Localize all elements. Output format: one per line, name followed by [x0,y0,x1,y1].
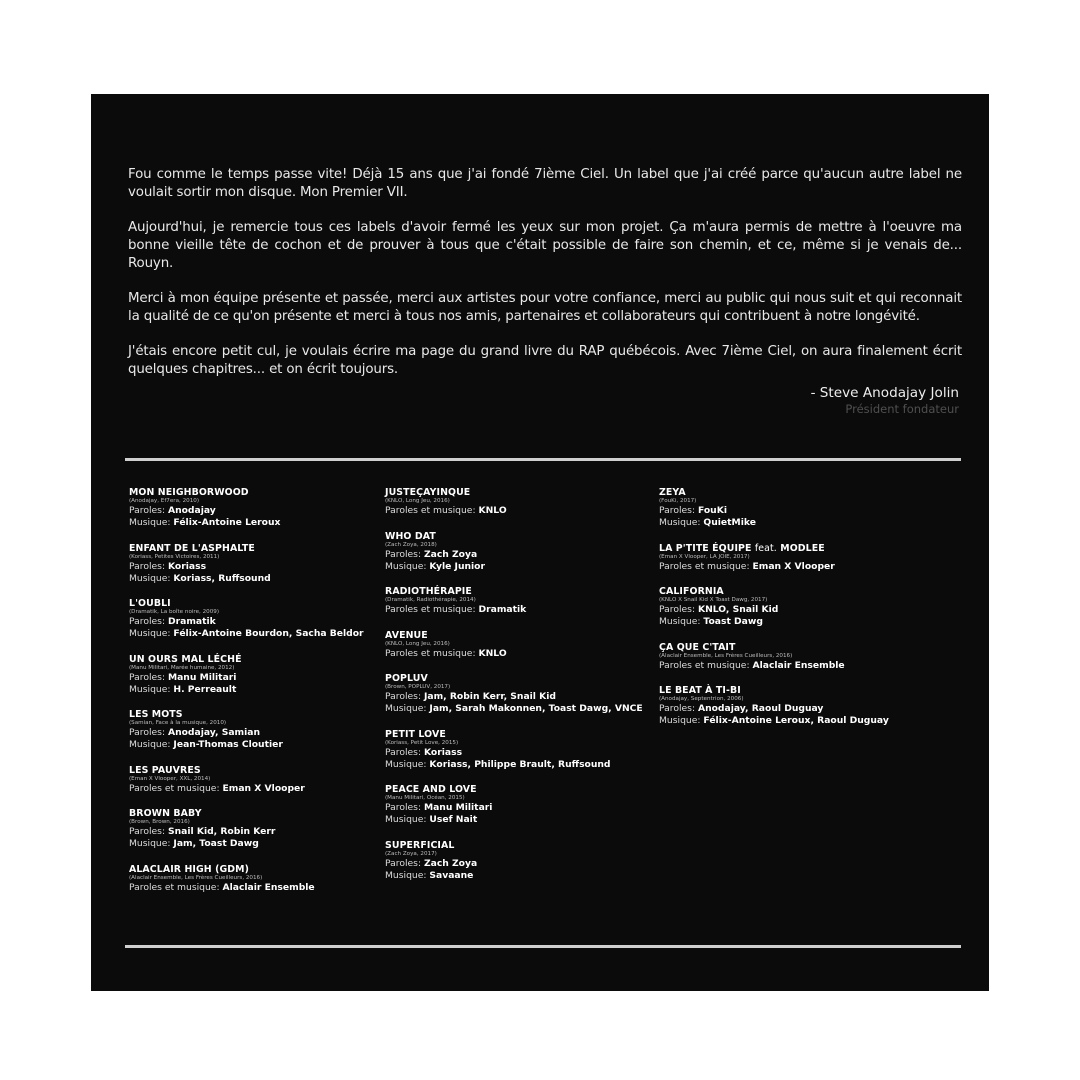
credit-label: Musique: [129,628,171,639]
track-title-text: UN OURS MAL LÉCHÉ [129,653,242,665]
track-title-text: PETIT LOVE [385,728,446,740]
credit-label: Musique: [659,517,701,528]
credit-value: Usef Nait [429,814,478,825]
signature-name: - Steve Anodajay Jolin [810,385,959,401]
track-credit [659,561,889,573]
credit-label: Paroles et musique: [129,782,220,794]
track-title [129,864,364,875]
track-title [385,729,643,740]
track-source: (Samian, Face à la musique, 2010) [129,720,227,726]
credit-label: Paroles et musique: [659,659,750,671]
track-entry [659,685,889,727]
credit-value: Félix-Antoine Bourdon, Sacha Beldor [173,628,364,639]
track-entry [659,487,889,529]
credit-value: Koriass [423,746,463,758]
credit-label: Musique: [659,616,701,627]
track-title [385,586,643,597]
credit-value: Kyle Junior [429,560,486,572]
track-credit [659,505,889,517]
tracklist-column-2 [385,487,643,895]
track-source: (Alaclair Ensemble, Les Frères Cueilleurs, 2016) [659,652,793,659]
credit-label: Musique: [129,739,171,750]
credit-value: Koriass, Ruffsound [173,572,271,584]
track-source: (Manu Militari, Marée humaine, 2012) [129,664,235,671]
track-title-text: RADIOTHÉRAPIE [385,586,472,597]
intro-paragraph: Fou comme le temps passe vite! Déjà 15 ans que j'ai fondé 7ième Ciel. Un label que j'ai créé parce qu'aucun autre label ne voulait sortir mon disque. Mon Premier VII. [128,167,962,200]
credit-label: Musique: [385,869,427,881]
credit-value: Jean-Thomas Cloutier [173,739,283,750]
track-title [385,487,643,498]
track-entry [385,531,643,573]
track-credit [659,715,889,727]
credit-label: Paroles et musique: [659,560,750,572]
track-title [659,685,889,696]
track-credit [659,604,889,616]
credit-label: Paroles: [385,746,422,758]
track-title [129,709,364,720]
track-title [659,586,889,597]
track-title-text: CALIFORNIA [659,586,724,597]
credit-value: Jam, Robin Kerr, Snail Kid [423,691,556,702]
track-credit [129,672,364,684]
track-title-text: BROWN BABY [129,808,202,819]
track-credit [129,882,364,894]
track-credit [129,628,364,640]
credit-value: Koriass, Philippe Brault, Ruffsound [429,758,611,770]
credit-value: FouKi [697,505,727,516]
credit-value: Manu Militari [423,802,493,813]
credit-value: Eman X Vlooper [222,782,305,794]
track-entry [129,654,364,696]
track-title [385,630,643,641]
credit-value: Toast Dawg [703,616,763,627]
track-entry [385,784,643,826]
track-title-text: LE BEAT À TI-BI [659,685,741,696]
track-title-text: POPLUV [385,673,428,684]
track-entry [129,864,364,894]
tracklist-column-3 [659,487,889,741]
credit-value: KNLO [478,505,507,516]
credit-label: Paroles: [129,560,166,572]
track-entry [385,673,643,715]
track-credit [659,517,889,529]
credit-label: Paroles et musique: [385,604,476,615]
credit-label: Paroles et musique: [129,881,220,893]
track-source: (KNLO, Long Jeu, 2016) [385,498,450,504]
track-title [385,531,643,542]
track-entry [385,586,643,616]
track-source: (Dramatik, Radiothérapie, 2014) [385,597,476,603]
track-source: (Eman X Vlooper, LA JOIE, 2017) [659,553,750,560]
track-title [129,808,364,819]
credit-label: Paroles: [385,802,422,813]
track-title-text: PEACE AND LOVE [385,784,477,795]
credit-value: Félix-Antoine Leroux [173,517,281,528]
signature [811,385,959,416]
credit-value: KNLO, Snail Kid [697,604,779,615]
track-title-text: L'OUBLI [129,598,171,609]
credit-label: Musique: [385,758,427,770]
track-entry [659,642,889,672]
credit-label: Musique: [659,715,701,726]
track-entry [129,765,364,795]
track-credit [385,858,643,870]
credit-value: QuietMike [703,517,756,528]
track-source: (Anodajay, Septentrion, 2006) [659,696,744,702]
credit-value: Anodajay [167,505,216,516]
track-title [129,654,364,665]
credit-label: Paroles: [659,703,696,714]
credit-label: Paroles: [129,826,166,837]
track-title-text: LES MOTS [129,709,183,720]
credit-label: Musique: [129,683,171,695]
track-source: (Koriass, Petites Victoires, 2011) [129,553,220,560]
credit-label: Musique: [129,838,171,849]
track-credit [385,870,643,882]
track-credit [385,747,643,759]
track-credit [385,691,643,703]
track-credit [385,561,643,573]
track-entry [385,630,643,660]
divider-bottom [125,945,961,948]
track-entry [385,840,643,882]
track-title [659,642,889,653]
liner-notes-panel [91,94,989,991]
track-source: (Zach Zoya, 2018) [385,541,437,548]
credit-label: Paroles: [129,505,166,516]
track-credit [659,660,889,672]
track-entry [129,487,364,529]
signature-role: Président fondateur [845,402,959,416]
track-title-text: ALACLAIR HIGH (GDM) [129,863,249,875]
track-title [129,598,364,609]
track-entry [129,709,364,751]
intro-paragraph: J'étais encore petit cul, je voulais écrire ma page du grand livre du RAP québécois. Avec 7ième Ciel, on aura finalement écrit quelques chapitres... et on écrit toujours. [128,344,962,377]
track-credit [129,517,364,529]
track-entry [659,586,889,628]
credit-value: Dramatik [167,616,216,627]
track-title-text: SUPERFICIAL [385,839,455,851]
credit-label: Paroles et musique: [385,647,476,659]
credit-label: Paroles: [659,505,696,516]
track-credit [129,684,364,696]
track-title-text: WHO DAT [385,530,436,542]
track-title-text: AVENUE [385,629,428,641]
track-credit [129,573,364,585]
credit-value: Félix-Antoine Leroux, Raoul Duguay [703,715,889,726]
track-source: (Brown, Brown, 2016) [129,819,190,825]
track-credit [385,549,643,561]
track-source: (Eman X Vlooper, XXL, 2014) [129,775,211,782]
track-credit [385,814,643,826]
credit-value: Koriass [167,560,207,572]
track-entry [385,729,643,771]
credit-label: Musique: [385,560,427,572]
track-title-text: MON NEIGHBORWOOD [129,487,249,498]
track-credit [385,703,643,715]
track-title-text: LA P'TITE ÉQUIPE [659,542,752,554]
track-title [385,673,643,684]
intro-text [128,166,962,396]
track-title [385,840,643,851]
credit-label: Paroles: [129,616,166,627]
track-title [129,487,364,498]
track-credit [129,739,364,751]
credit-value: Alaclair Ensemble [752,659,845,671]
credit-value: Jam, Toast Dawg [173,838,259,849]
credit-value: H. Perreault [173,683,237,695]
track-credit [129,826,364,838]
track-feat-artist: MODLEE [780,542,825,554]
track-credit [385,759,643,771]
credit-label: Paroles: [129,727,166,738]
track-credit [129,616,364,628]
track-credit [659,703,889,715]
tracklist-column-1 [129,487,364,907]
credit-label: Paroles: [385,691,422,702]
track-source: (KNLO X Snail Kid X Toast Dawg, 2017) [659,597,768,603]
track-title [659,487,889,498]
credit-value: Dramatik [478,604,527,615]
track-source: (Alaclair Ensemble, Les Frères Cueilleurs, 2016) [129,874,263,881]
credit-value: KNLO [478,647,507,659]
credit-label: Paroles: [385,857,422,869]
track-source: (Koriass, Petit Love, 2015) [385,739,459,746]
track-credit [129,783,364,795]
track-title [659,543,889,554]
track-source: (Brown, POPLUV, 2017) [385,684,451,690]
credit-label: Paroles: [129,671,166,683]
track-entry [659,543,889,573]
credit-value: Anodajay, Samian [167,727,261,738]
credit-label: Paroles et musique: [385,505,476,516]
track-entry [129,808,364,850]
intro-paragraph: Merci à mon équipe présente et passée, merci aux artistes pour votre confiance, merci au public qui nous suit et qui reconnait la qualité de ce qu'on présente et merci à tous nos amis, partenaires et collaborateurs qui contribuent à notre longévité. [128,291,962,324]
track-title-text: ÇA QUE C'TAIT [659,641,736,653]
track-feat: feat. [754,542,777,554]
credit-value: Manu Militari [167,671,237,683]
credit-value: Zach Zoya [423,857,478,869]
track-title-text: JUSTEÇAYINQUE [385,487,471,498]
credit-label: Musique: [129,572,171,584]
track-title [129,765,364,776]
intro-paragraph: Aujourd'hui, je remercie tous ces labels d'avoir fermé les yeux sur mon projet. Ça m'aura permis de mettre à l'oeuvre ma bonne vieille tête de cochon et de prouver à tous que c'était possible de faire son chemin, et ce, même si je venais de... Rouyn. [128,220,962,271]
track-title [129,543,364,554]
track-credit [385,604,643,616]
track-entry [129,598,364,640]
credit-value: Alaclair Ensemble [222,881,315,893]
track-title-text: LES PAUVRES [129,764,201,776]
track-title-text: ZEYA [659,487,686,498]
credit-value: Snail Kid, Robin Kerr [167,826,276,837]
track-entry [385,487,643,517]
track-credit [129,561,364,573]
track-title [385,784,643,795]
track-credit [385,802,643,814]
credit-value: Anodajay, Raoul Duguay [697,703,824,714]
track-credit [129,727,364,739]
track-credit [659,616,889,628]
track-source: (Anodajay, Ef7era, 2010) [129,498,200,504]
track-credit [129,838,364,850]
credit-value: Savaane [429,869,474,881]
track-source: (KNLO, Long Jeu, 2016) [385,640,450,647]
track-title-text: ENFANT DE L'ASPHALTE [129,542,255,554]
credit-value: Zach Zoya [423,548,478,560]
credit-label: Musique: [385,703,427,714]
track-source: (Dramatik, La boîte noire, 2009) [129,609,220,615]
track-source: (FouKi, 2017) [659,498,697,504]
credit-label: Musique: [385,814,427,825]
track-entry [129,543,364,585]
track-credit [385,505,643,517]
divider-top [125,458,961,461]
track-source: (Zach Zoya, 2017) [385,850,437,857]
credit-label: Paroles: [659,604,696,615]
credit-label: Musique: [129,517,171,528]
track-source: (Manu Militari, Océan, 2015) [385,795,465,801]
track-credit [129,505,364,517]
track-credit [385,648,643,660]
credit-value: Jam, Sarah Makonnen, Toast Dawg, VNCE [429,703,643,714]
credit-value: Eman X Vlooper [752,560,835,572]
credit-label: Paroles: [385,548,422,560]
